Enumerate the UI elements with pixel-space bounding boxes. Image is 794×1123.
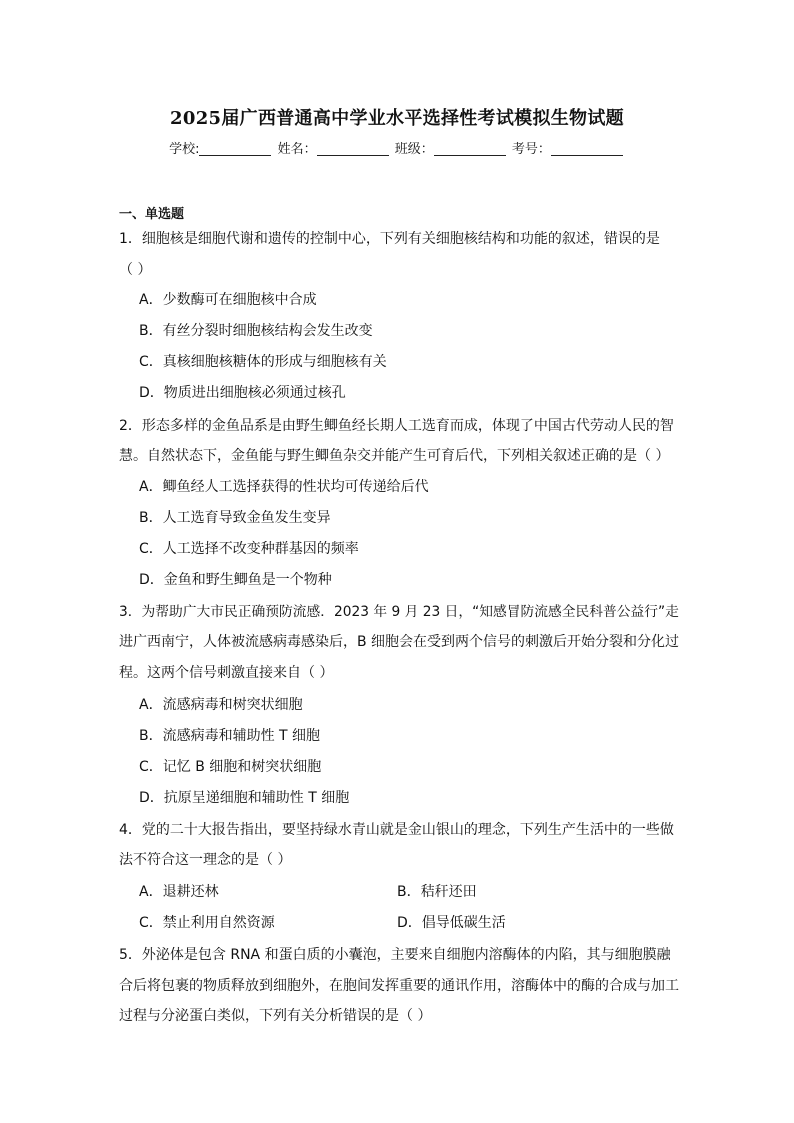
exam-title: 2025届广西普通高中学业水平选择性考试模拟生物试题 [170, 108, 624, 129]
question-3-option-b[interactable]: B．流感病毒和辅助性 T 细胞 [139, 728, 321, 744]
class-blank[interactable] [434, 141, 506, 156]
question-3-line: 程。这两个信号刺激直接来自（ ） [119, 665, 334, 681]
question-4-line: 4．党的二十大报告指出，要坚持绿水青山就是金山银山的理念，下列生产生活中的一些做 [119, 822, 674, 838]
question-1-option-d[interactable]: D．物质进出细胞核必须通过核孔 [139, 385, 346, 401]
question-4-option-d[interactable]: D．倡导低碳生活 [397, 915, 506, 931]
question-3-option-d[interactable]: D．抗原呈递细胞和辅助性 T 细胞 [139, 790, 350, 806]
question-4-option-c[interactable]: C．禁止利用自然资源 [139, 915, 275, 931]
question-4-option-a[interactable]: A．退耕还林 [139, 884, 219, 900]
question-2-option-d[interactable]: D．金鱼和野生鲫鱼是一个物种 [139, 572, 332, 588]
question-1-line: 1．细胞核是细胞代谢和遗传的控制中心，下列有关细胞核结构和功能的叙述，错误的是 [119, 231, 660, 247]
question-2-line: 2．形态多样的金鱼品系是由野生鲫鱼经长期人工选育而成，体现了中国古代劳动人民的智 [119, 418, 674, 434]
question-3-line: 3．为帮助广大市民正确预防流感．2023 年 9 月 23 日，“知感冒防流感全民科普公益行”走 [119, 604, 679, 620]
student-info-line [0, 138, 794, 157]
question-1-option-c[interactable]: C．真核细胞核糖体的形成与细胞核有关 [139, 354, 387, 370]
question-5-line: 合后将包裹的物质释放到细胞外，在胞间发挥重要的通讯作用，溶酶体中的酶的合成与加工 [119, 978, 679, 994]
name-blank[interactable] [317, 141, 389, 156]
school-label: 学校: [169, 142, 200, 157]
exam-number-blank[interactable] [551, 141, 623, 156]
question-1-line: （ ） [119, 262, 152, 278]
question-1-option-a[interactable]: A．少数酶可在细胞核中合成 [139, 292, 317, 308]
school-blank[interactable] [199, 141, 271, 156]
class-label: 班级： [394, 142, 434, 157]
question-2-option-a[interactable]: A．鲫鱼经人工选择获得的性状均可传递给后代 [139, 479, 429, 495]
question-2-option-b[interactable]: B．人工选育导致金鱼发生变异 [139, 510, 331, 526]
question-2-option-c[interactable]: C．人工选择不改变种群基因的频率 [139, 541, 359, 557]
question-5-line: 过程与分泌蛋白类似，下列有关分析错误的是（ ） [119, 1008, 432, 1024]
question-5-line: 5．外泌体是包含 RNA 和蛋白质的小囊泡，主要来自细胞内溶酶体的内陷，其与细胞膜融 [119, 947, 671, 963]
question-4-option-b[interactable]: B．秸秆还田 [397, 884, 477, 900]
question-3-line: 进广西南宁，人体被流感病毒感染后，B 细胞会在受到两个信号的刺激后开始分裂和分化过 [119, 634, 680, 650]
question-1-option-b[interactable]: B．有丝分裂时细胞核结构会发生改变 [139, 323, 373, 339]
section-title: 一、单选题 [119, 207, 185, 222]
name-label: 姓名： [277, 142, 317, 157]
exam-number-label: 考号： [511, 142, 551, 157]
question-3-option-c[interactable]: C．记忆 B 细胞和树突状细胞 [139, 759, 322, 775]
question-4-line: 法不符合这一理念的是（ ） [119, 852, 292, 868]
question-3-option-a[interactable]: A．流感病毒和树突状细胞 [139, 697, 303, 713]
question-2-line: 慧。自然状态下，金鱼能与野生鲫鱼杂交并能产生可育后代，下列相关叙述正确的是（ ） [119, 448, 670, 464]
